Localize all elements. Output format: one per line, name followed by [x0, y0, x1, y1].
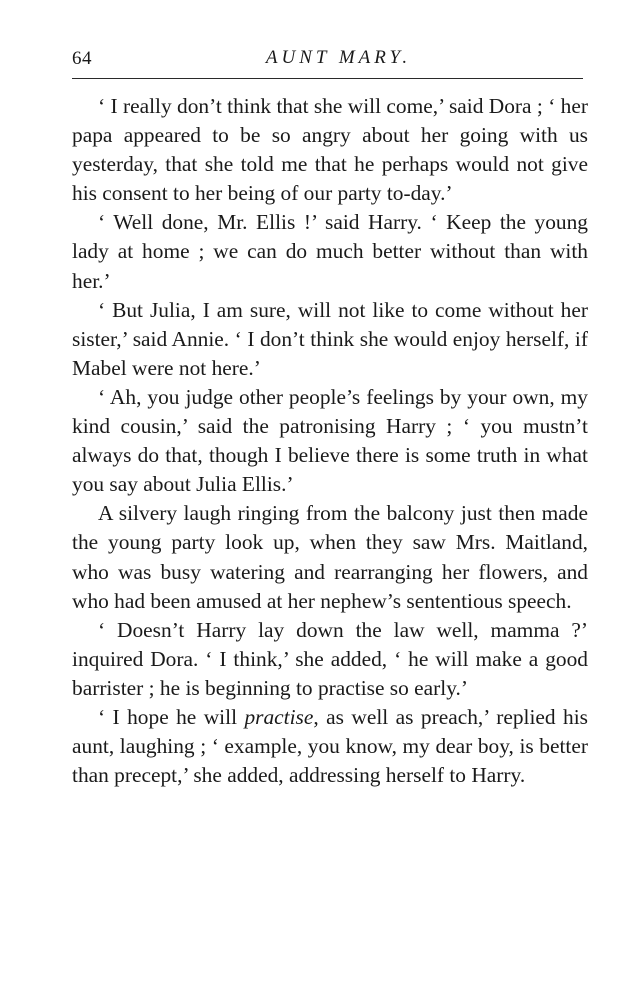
paragraph: ‘ But Julia, I am sure, will not like to come without her sister,’ said Annie. ‘ I don’t think she would enjoy herself, if Mabel were not here.’ — [72, 297, 588, 380]
paragraph: ‘ Ah, you judge other people’s feelings by your own, my kind cousin,’ said the patronising Harry ; ‘ you mustn’t always do that, though I believe there is some truth in what you say about Julia Ellis.’ — [72, 384, 588, 497]
text-run: , as well as preach,’ replied his aunt, laughing ; ‘ example, you know, my dear boy, is better than precept,’ she added, addressing herself to Harry. — [72, 704, 588, 788]
paragraph — [72, 703, 588, 790]
emphasized-word: practise — [244, 704, 314, 729]
paragraph: A silvery laugh ringing from the balcony just then made the young party look up, when they saw Mrs. Maitland, who was busy watering and rearranging her flowers, and who had been amused at her nephew’s sententious speech. — [72, 501, 588, 613]
body-text — [72, 92, 588, 790]
running-title: AUNT MARY. — [265, 47, 412, 68]
paragraph: ‘ Well done, Mr. Ellis !’ said Harry. ‘ Keep the young lady at home ; we can do much better without than with her.’ — [72, 210, 588, 293]
text-run: ‘ I hope he will — [98, 704, 245, 729]
page-number: 64 — [72, 48, 92, 69]
header-rule — [72, 78, 583, 79]
paragraph: ‘ I really don’t think that she will come,’ said Dora ; ‘ her papa appeared to be so angry about her going with us yesterday, that she told me that he perhaps would not give his consent to her being of our party to-day.’ — [72, 94, 588, 206]
page-header — [72, 42, 583, 70]
paragraph: ‘ Doesn’t Harry lay down the law well, mamma ?’ inquired Dora. ‘ I think,’ she added, ‘ he will make a good barrister ; he is beginning to practise so early.’ — [72, 617, 588, 700]
